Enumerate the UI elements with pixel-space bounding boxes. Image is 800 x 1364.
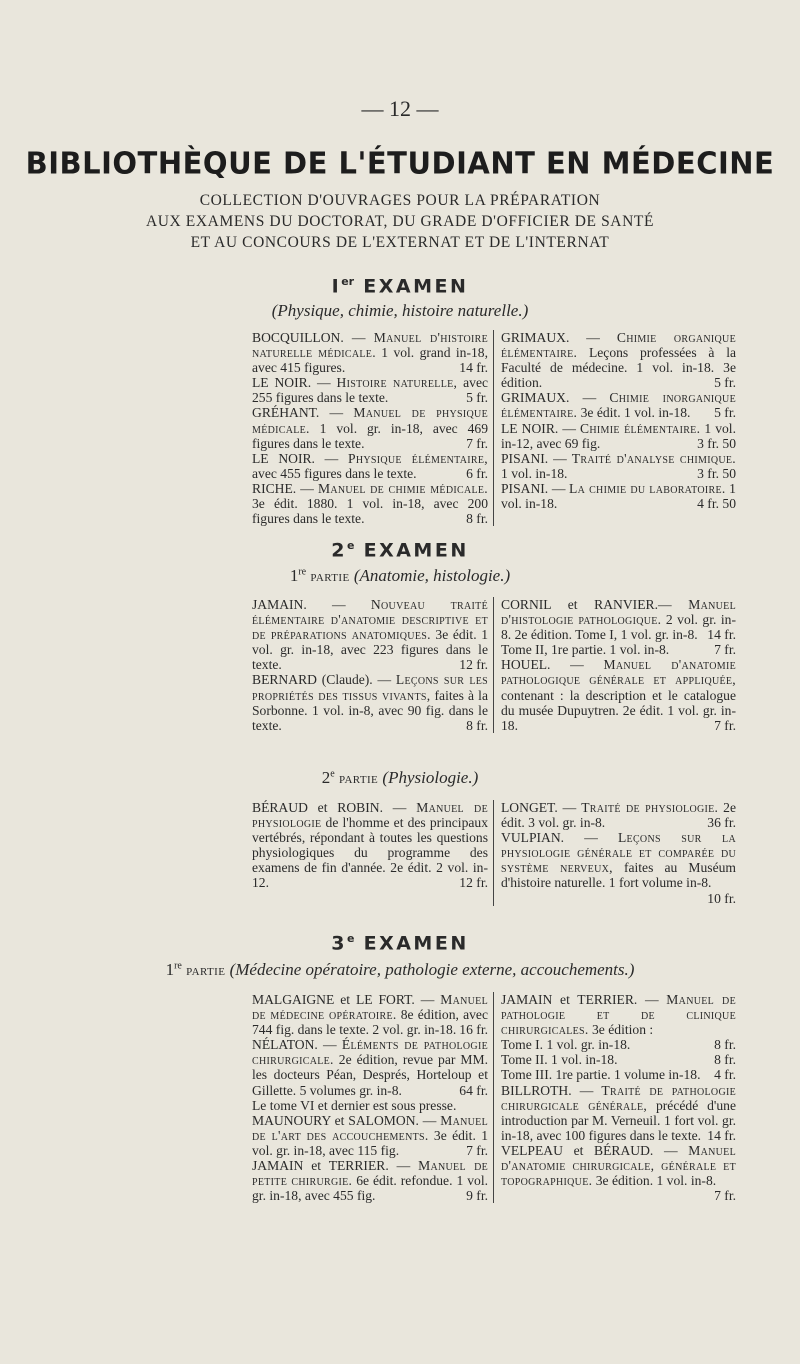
exam2-ordinal-sup: e <box>347 539 355 552</box>
book-price: 8 fr. <box>714 1037 736 1053</box>
book-entry <box>252 1098 488 1113</box>
author-name: BÉRAUD et ROBIN. — <box>252 800 417 815</box>
book-details: 1 vol. gr. in-18, avec 469 figures dans le texte. <box>252 420 488 451</box>
exam2-part1-left-column <box>252 597 494 733</box>
author-name: JAMAIN et TERRIER. — <box>252 1158 419 1174</box>
book-title: Chimie inorganique élémentaire. <box>501 390 736 421</box>
exam2-part1-columns <box>252 597 737 733</box>
subtitle-line: COLLECTION D'OUVRAGES POUR LA PRÉPARATION <box>199 192 601 209</box>
book-title: Éléments de pathologie chirurgicale. <box>252 1037 488 1068</box>
author-name: MAUNOURY et SALOMON. — <box>252 1112 441 1128</box>
book-price: 8 fr. <box>714 1052 736 1068</box>
book-details: Tome I. 1 vol. gr. in-18. <box>501 1037 631 1053</box>
book-title: Manuel de pathologie et de clinique chirurgicales. <box>501 992 736 1038</box>
part-subject: (Physiologie.) <box>382 768 479 787</box>
page-title: BIBLIOTHÈQUE DE L'ÉTUDIANT EN MÉDECINE <box>25 145 775 181</box>
book-entry <box>501 451 736 481</box>
book-price: 5 fr. <box>714 405 736 421</box>
author-name: LE NOIR. — <box>501 420 580 436</box>
part-label: partie <box>310 569 350 585</box>
author-name: GRIMAUX. — <box>501 330 617 345</box>
book-details: 3e édit. 1 vol. gr. in-18, avec 115 fig. <box>252 1127 488 1158</box>
book-details: 3e édit. 1880. 1 vol. in-18, avec 200 figures dans le texte. <box>252 496 488 527</box>
book-title: Traité d'analyse chimique. <box>571 450 736 466</box>
book-details: 2e édit. 3 vol. gr. in-8. <box>501 800 736 831</box>
book-entry <box>501 481 736 511</box>
book-entry <box>501 830 736 905</box>
part-number-sup: e <box>330 768 335 780</box>
exam1-left-column <box>252 330 494 526</box>
author-name: PISANI. — <box>501 450 572 466</box>
book-entry <box>501 597 736 642</box>
book-details: 1 vol. in-12, avec 69 fig. <box>501 420 736 451</box>
book-entry <box>501 642 736 657</box>
book-price: 36 fr. <box>707 815 736 831</box>
book-entry <box>252 1113 488 1158</box>
book-details: avec 455 figures dans le texte. <box>252 465 417 481</box>
exam3-label: EXAMEN <box>363 932 469 955</box>
exam2-part2-heading <box>0 768 800 788</box>
book-price: 3 fr. 50 <box>697 465 736 481</box>
book-title: Manuel de petite chirurgie. <box>252 1158 488 1189</box>
exam2-part1-heading <box>0 566 800 586</box>
exam2-ordinal: 2 <box>331 539 347 562</box>
exam1-right-column <box>494 330 736 526</box>
book-entry <box>252 992 488 1037</box>
book-price: 12 fr. <box>459 657 488 673</box>
book-price: 10 fr. <box>707 890 736 906</box>
book-price: 8 fr. <box>466 717 488 733</box>
book-price: 4 fr. <box>714 1067 736 1083</box>
book-price: 5 fr. <box>466 390 488 406</box>
book-entry <box>252 597 488 672</box>
book-price: 6 fr. <box>466 465 488 481</box>
book-details: de l'homme et des principaux vertébrés, répondant à toutes les questions physiologiques du programme des examens de fin d'année. 2e édit. 2 vol. in-12. <box>252 815 488 891</box>
author-name: LE NOIR. — <box>252 450 348 466</box>
book-price: 16 fr. <box>459 1022 488 1038</box>
exam3-right-column <box>494 992 736 1203</box>
exam1-label: EXAMEN <box>363 275 469 298</box>
book-title: Manuel de physiologie <box>252 800 488 831</box>
book-details: 1 vol. in-18. <box>501 480 736 512</box>
exam2-heading <box>0 539 800 561</box>
part-number-sup: re <box>298 566 307 578</box>
book-title: Physique élémentaire, <box>347 450 488 466</box>
exam3-ordinal: 3 <box>331 932 347 955</box>
book-title: Chimie organique élémentaire. <box>501 330 736 361</box>
book-price: 7 fr. <box>466 435 488 451</box>
part-label: partie <box>186 963 226 979</box>
book-details: 2 vol. gr. in-8. 2e édition. Tome I, 1 vol. gr. in-8. <box>501 612 737 643</box>
book-title: Manuel d'histoire naturelle médicale. <box>252 330 488 361</box>
exam1-ordinal: I <box>331 275 342 298</box>
book-price: 64 fr. <box>459 1082 488 1098</box>
exam2-part1-right-column <box>494 597 736 733</box>
subtitle-line: ET AU CONCOURS DE L'EXTERNAT ET DE L'INTERNAT <box>190 234 610 251</box>
book-details: 8e édition, avec 744 fig. dans le texte. 2 vol. gr. in-18. <box>252 1007 488 1038</box>
page-number: — 12 — <box>361 96 439 121</box>
book-details: 3e édition : <box>588 1022 654 1038</box>
exam2-label: EXAMEN <box>363 539 469 562</box>
part-number-sup: re <box>174 960 182 972</box>
book-title: Manuel d'anatomie chirurgicale, générale et topographique. <box>501 1142 736 1189</box>
book-details: Tome II. 1 vol. in-18. <box>501 1052 618 1068</box>
book-entry <box>252 405 488 450</box>
book-price: 3 fr. 50 <box>697 435 736 451</box>
author-name: LONGET. — <box>501 800 582 815</box>
book-title: Nouveau traité élémentaire d'anatomie descriptive et de préparations anatomiques. <box>252 597 488 643</box>
book-details: 1 vol. in-18. <box>501 465 568 481</box>
author-name: NÉLATON. — <box>252 1037 342 1053</box>
part-label: partie <box>338 771 379 787</box>
author-name: RICHE. — <box>252 480 318 496</box>
book-title: Manuel d'histologie pathologique. <box>501 597 736 628</box>
author-name: BOCQUILLON. — <box>252 330 374 345</box>
book-price: 4 fr. 50 <box>697 496 736 512</box>
exam3-left-column <box>252 992 494 1203</box>
author-name: VULPIAN. — <box>501 830 618 846</box>
book-details: avec 255 figures dans le texte. <box>252 375 489 406</box>
book-details: Tome II, 1re partie. 1 vol. in-8. <box>501 642 670 658</box>
author-name: HOUEL. — <box>501 657 604 673</box>
book-entry <box>501 1143 736 1203</box>
book-entry <box>252 330 488 375</box>
exam3-heading <box>0 932 800 954</box>
exam3-columns <box>252 992 737 1203</box>
book-title: Traité de pathologie chirurgicale générale, <box>501 1082 737 1113</box>
book-entry <box>252 672 488 732</box>
book-entry <box>252 1037 488 1097</box>
author-name: BERNARD (Claude). — <box>252 672 396 688</box>
author-name: BILLROTH. — <box>501 1082 602 1098</box>
book-title: Manuel de médecine opératoire. <box>252 992 488 1023</box>
author-name: LE NOIR. — <box>252 375 337 391</box>
book-price: 14 fr. <box>459 360 488 376</box>
book-details: 2e édition, revue par MM. les docteurs Péan, Després, Horteloup et Gillette. 5 volumes gr. in-8. <box>252 1052 488 1098</box>
book-entry <box>252 451 488 481</box>
book-details: faites à la Sorbonne. 1 vol. in-8, avec 90 fig. dans le texte. <box>252 687 488 733</box>
author-name: CORNIL et RANVIER.— <box>501 597 689 612</box>
book-details: faites au Muséum d'histoire naturelle. 1 fort volume in-8. <box>501 860 736 891</box>
author-name: JAMAIN et TERRIER. — <box>501 992 667 1007</box>
exam2-part2-columns <box>252 800 737 906</box>
exam2-part2-left-column <box>252 800 494 906</box>
book-price: 7 fr. <box>714 717 736 733</box>
book-details: 1 vol. grand in-18, avec 415 figures. <box>252 345 488 376</box>
collection-subtitle <box>0 190 800 253</box>
book-entry <box>501 1052 736 1067</box>
book-details: Leçons professées à la Faculté de médecine. 1 vol. in-18. 3e édition. <box>501 345 736 391</box>
exam1-ordinal-sup: er <box>341 275 355 288</box>
book-entry <box>501 330 736 390</box>
book-entry <box>252 481 488 526</box>
book-title: La chimie du laboratoire. <box>569 480 726 496</box>
author-name: PISANI. — <box>501 480 570 496</box>
book-title: Manuel de l'art des accouchements. <box>252 1112 488 1143</box>
book-details: Tome III. 1re partie. 1 volume in-18. <box>501 1067 701 1083</box>
part-number: 1 <box>289 566 299 585</box>
book-price: 12 fr. <box>459 875 488 891</box>
book-entry <box>501 421 736 451</box>
book-price: 7 fr. <box>714 1188 736 1204</box>
book-entry <box>252 375 488 405</box>
book-details: contenant : la description et le catalogue du musée Dupuytren. 2e édit. 1 vol. gr. in-18. <box>501 687 736 733</box>
part-subject: (Médecine opératoire, pathologie externe, accouchements.) <box>229 960 635 979</box>
book-title: Manuel d'anatomie pathologique générale et appliquée, <box>501 657 736 688</box>
book-entry <box>252 800 488 891</box>
exam1-subject: (Physique, chimie, histoire naturelle.) <box>271 301 529 320</box>
exam1-columns <box>252 330 737 526</box>
book-entry <box>501 800 736 830</box>
book-entry <box>501 992 736 1037</box>
exam2-part2-right-column <box>494 800 736 906</box>
book-title: Chimie élémentaire. <box>580 420 701 436</box>
book-title: Histoire naturelle, <box>336 375 458 391</box>
author-name: VELPEAU et BÉRAUD. — <box>501 1142 689 1158</box>
subtitle-line: AUX EXAMENS DU DOCTORAT, DU GRADE D'OFFICIER DE SANTÉ <box>145 213 655 230</box>
book-price: 14 fr. <box>707 1127 736 1143</box>
book-price: 5 fr. <box>714 375 736 391</box>
book-details: 3e édit. 1 vol. gr. in-18, avec 223 figures dans le texte. <box>252 627 488 673</box>
book-entry <box>252 1158 488 1203</box>
book-price: 8 fr. <box>466 511 488 527</box>
book-entry <box>501 657 736 732</box>
book-price: 7 fr. <box>714 642 736 658</box>
book-entry <box>501 1037 736 1052</box>
book-title: Leçons sur les propriétés des tissus vivants, <box>252 672 488 703</box>
author-name: GRÉHANT. — <box>252 405 354 421</box>
part-number: 1 <box>165 960 175 979</box>
book-details: 3e édit. 1 vol. in-18. <box>577 405 691 421</box>
book-entry <box>501 390 736 420</box>
book-details: Le tome VI et dernier est sous presse. <box>252 1097 457 1113</box>
exam3-ordinal-sup: e <box>347 932 355 945</box>
book-details: 3e édition. 1 vol. in-8. <box>592 1173 717 1189</box>
book-details: 6e édit. refondue. 1 vol. gr. in-18, avec 455 fig. <box>252 1173 488 1204</box>
book-entry <box>501 1083 736 1143</box>
part-subject: (Anatomie, histologie.) <box>353 566 511 585</box>
exam3-part-heading <box>0 960 800 980</box>
book-price: 14 fr. <box>707 627 736 643</box>
book-price: 9 fr. <box>466 1188 488 1204</box>
book-entry <box>501 1067 736 1082</box>
book-title: Leçons sur la physiologie générale et comparée du système nerveux, <box>501 830 736 876</box>
part-number: 2 <box>321 768 331 787</box>
book-details: précédé d'une introduction par M. Verneuil. 1 fort vol. gr. in-18, avec 100 figures dans le texte. <box>501 1097 736 1143</box>
author-name: JAMAIN. — <box>252 597 371 612</box>
book-title: Manuel de physique médicale. <box>252 405 488 436</box>
exam1-heading <box>0 275 800 297</box>
book-title: Traité de physiologie. <box>581 800 719 815</box>
book-price: 7 fr. <box>466 1142 488 1158</box>
book-title: Manuel de chimie médicale. <box>317 480 488 496</box>
author-name: GRIMAUX. — <box>501 390 610 406</box>
author-name: MALGAIGNE et LE FORT. — <box>252 992 441 1007</box>
